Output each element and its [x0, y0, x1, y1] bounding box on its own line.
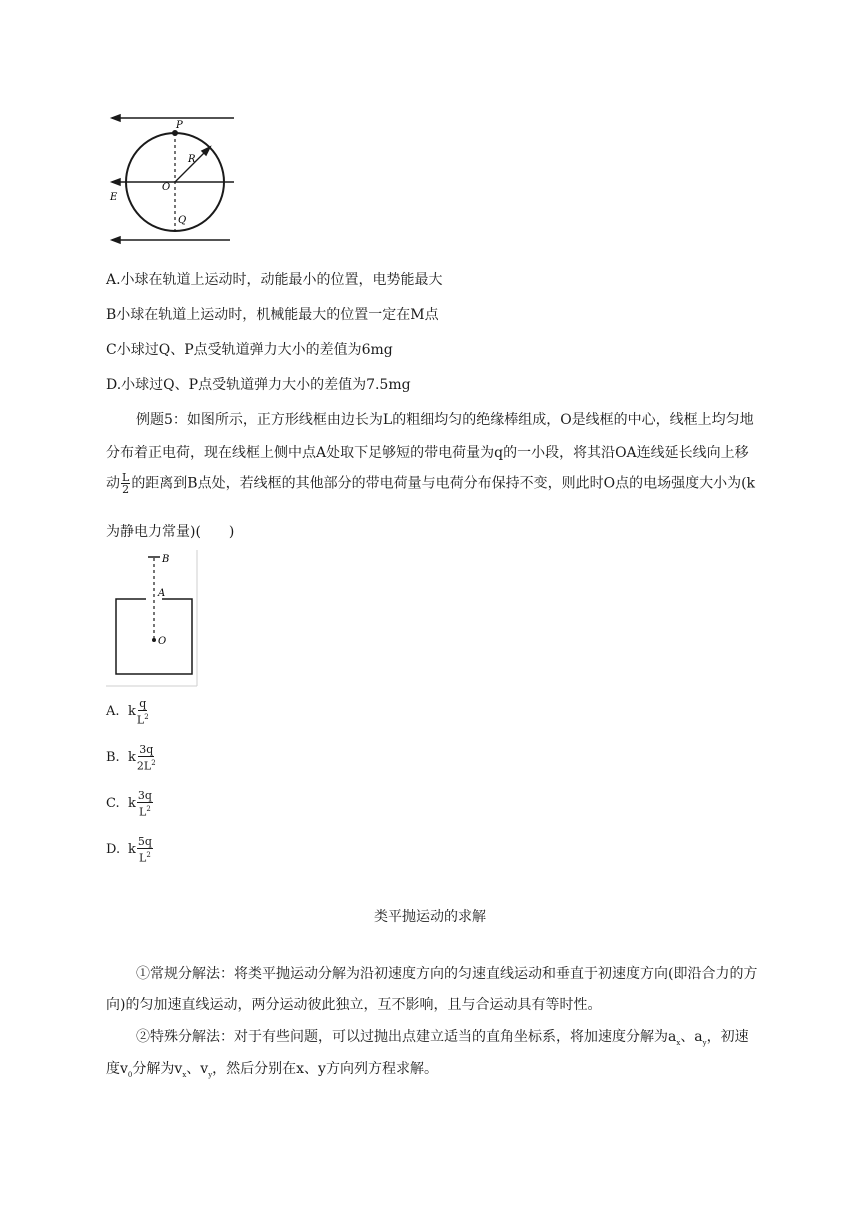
square-frame-figure	[106, 550, 202, 690]
label-q: Q	[178, 215, 187, 226]
section-p1-line2: 向)的匀加速直线运动，两分运动彼此独立，互不影响，且与合运动具有等时性。	[106, 997, 602, 1013]
label-p: P	[176, 120, 183, 131]
label-b: B	[162, 554, 170, 565]
section-p2-line2: 度$v_0$分解为$v_x$、$v_y$，然后分别在x、y方向列方程求解。	[106, 1061, 438, 1079]
example5-line3	[106, 472, 755, 495]
frac-den: 2	[122, 483, 130, 496]
option-b-text: B小球在轨道上运动时，机械能最大的位置一定在M点	[106, 307, 439, 323]
circle-field-figure	[106, 110, 246, 246]
option2-a: A. k $\frac{q}{L^2}$	[106, 697, 149, 727]
label-a: A	[158, 588, 166, 599]
section-title: 类平抛运动的求解	[374, 909, 486, 925]
option2-d: D. k $\frac{5q}{L^2}$	[106, 835, 152, 865]
label-o: O	[162, 182, 171, 193]
example5-line3-pre: 动	[106, 475, 120, 492]
label-r: R	[188, 154, 196, 165]
example5-line3-post: 的距离到B点处，若线框的其他部分的带电荷量与电荷分布保持不变，则此时O点的电场强度大小为(k	[131, 475, 756, 492]
option2-b: B. k $\frac{3q}{2L^2}$	[106, 743, 156, 773]
fraction-l-over-2	[121, 472, 130, 495]
section-p2-line1: ②特殊分解法：对于有些问题，可以过抛出点建立适当的直角坐标系，将加速度分解为$a_x$、$a_y$，初速	[136, 1029, 749, 1047]
example5-line1: 例题5：如图所示，正方形线框由边长为L的粗细均匀的绝缘棒组成，O是线框的中心，线框上均匀地	[136, 412, 754, 428]
option-a-text: A.小球在轨道上运动时，动能最小的位置，电势能最大	[106, 272, 443, 288]
example5-line4: 为静电力常量)( )	[106, 524, 235, 540]
sub-x-2: x	[182, 1070, 187, 1079]
sub-y-2: y	[208, 1070, 213, 1079]
option-d-text: D.小球过Q、P点受轨道弹力大小的差值为7.5mg	[106, 377, 411, 393]
option-c-text: C小球过Q、P点受轨道弹力大小的差值为6mg	[106, 342, 393, 358]
point-o2	[152, 638, 156, 642]
label-o2: O	[158, 636, 167, 647]
example5-line2: 分布着正电荷，现在线框上侧中点A处取下足够短的带电荷量为q的一小段，将其沿OA连线延长线向上移	[106, 445, 749, 461]
section-p1-line1: ①常规分解法：将类平抛运动分解为沿初速度方向的匀速直线运动和垂直于初速度方向(即沿合力的方	[136, 966, 758, 982]
label-e: E	[110, 192, 118, 203]
option2-c: C. k $\frac{3q}{L^2}$	[106, 789, 152, 819]
frac-num: L	[122, 471, 130, 484]
